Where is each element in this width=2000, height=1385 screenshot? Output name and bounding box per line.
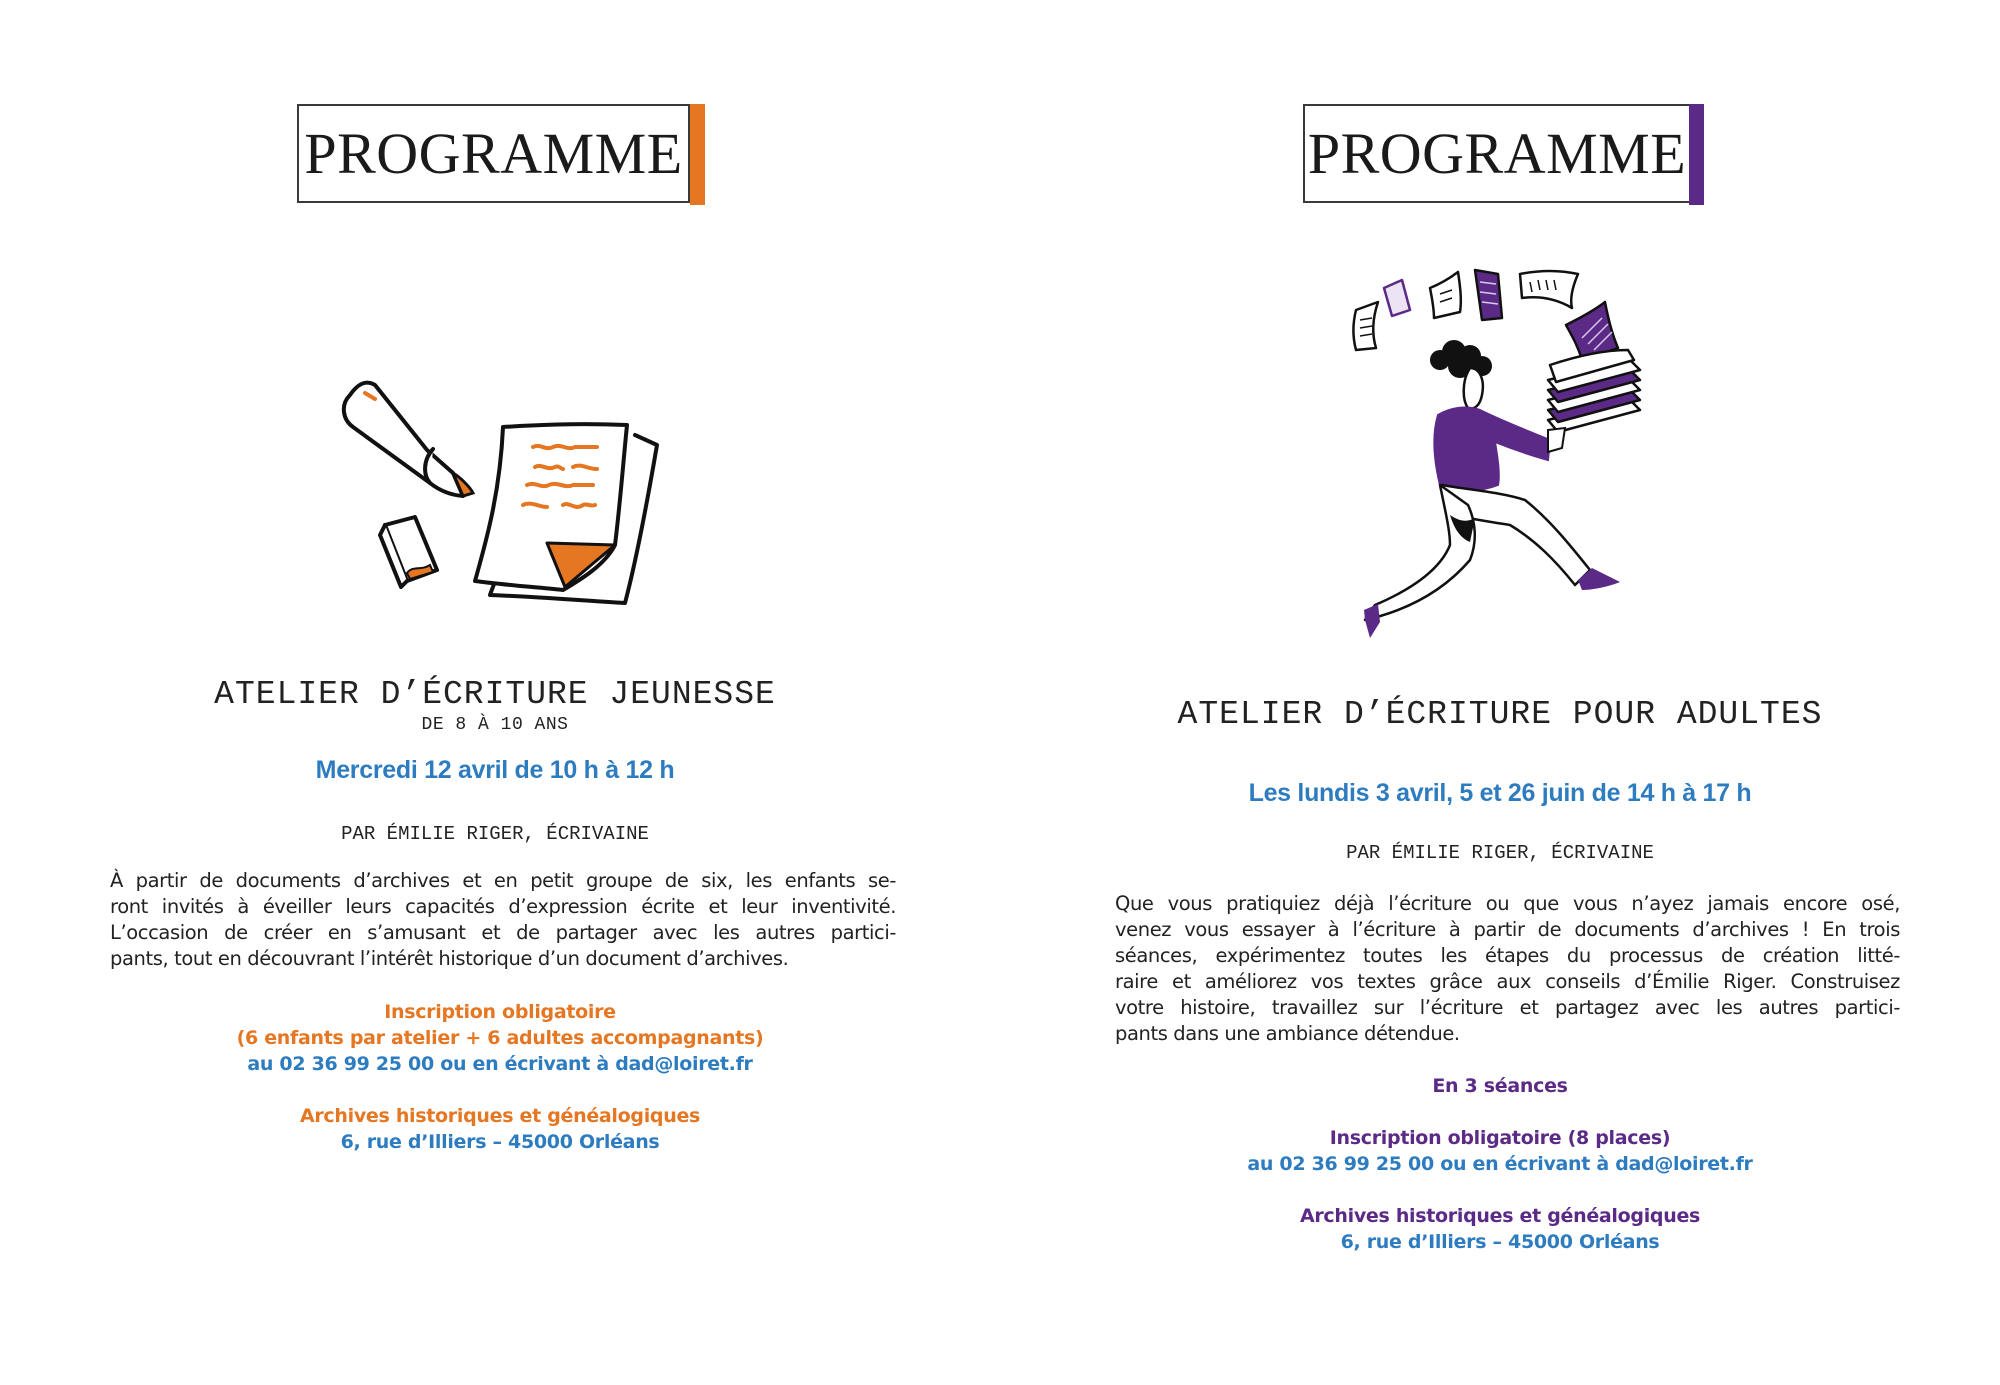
registration-capacity: (6 enfants par atelier + 6 adultes accompagnants) xyxy=(236,1027,764,1049)
legs xyxy=(1365,485,1590,620)
hair xyxy=(1430,340,1492,378)
workshop-byline: PAR ÉMILIE RIGER, ÉCRIVAINE xyxy=(1346,842,1654,864)
registration-contact: au 02 36 99 25 00 ou en écrivant à dad@loiret.fr xyxy=(247,1053,753,1075)
session-count: En 3 séances xyxy=(1432,1075,1568,1097)
workshop-description xyxy=(110,868,896,972)
pen-paper-eraser-icon xyxy=(335,365,655,610)
accent-bar-orange xyxy=(690,104,705,205)
description-line: pants, tout en découvrant l’intérêt historique d’un document d’archives. xyxy=(110,947,789,970)
accent-bar-purple xyxy=(1689,104,1704,205)
registration-required: Inscription obligatoire (8 places) xyxy=(1329,1127,1671,1149)
venue-address: 6, rue d’Illiers – 45000 Orléans xyxy=(1340,1231,1660,1253)
description-line: L’occasion de créer en s’amusant et de partager avec les autres partici- xyxy=(110,921,896,944)
description-line: À partir de documents d’archives et en petit groupe de six, les enfants se- xyxy=(110,869,896,892)
venue-name: Archives historiques et généalogiques xyxy=(1299,1205,1701,1227)
programme-header-box xyxy=(297,104,690,203)
age-range: DE 8 À 10 ANS xyxy=(421,715,569,735)
flying-papers xyxy=(1353,270,1618,360)
programme-header-box xyxy=(1303,104,1691,203)
pen-body xyxy=(344,383,463,496)
description-line: votre histoire, travaillez sur l’écriture et partagez avec les autres partici- xyxy=(1115,996,1900,1019)
description-line: venez vous essayer à l’écriture à partir de documents d’archives ! En trois xyxy=(1115,918,1900,941)
description-line: Que vous pratiquiez déjà l’écriture ou que vous n’ayez jamais encore osé, xyxy=(1115,892,1900,915)
programme-heading: PROGRAMME xyxy=(1307,121,1687,186)
registration-required: Inscription obligatoire xyxy=(384,1001,616,1023)
person-running-with-papers-icon xyxy=(1350,260,1670,640)
workshop-title: ATELIER D’ÉCRITURE JEUNESSE xyxy=(214,676,776,713)
workshop-byline: PAR ÉMILIE RIGER, ÉCRIVAINE xyxy=(341,823,649,845)
workshop-date: Les lundis 3 avril, 5 et 26 juin de 14 h à 17 h xyxy=(1248,779,1752,807)
description-line: séances, expérimentez toutes les étapes du processus de création litté- xyxy=(1115,944,1900,967)
description-line: ront invités à éveiller leurs capacités d’expression écrite et leur inventivité. xyxy=(110,895,896,918)
description-line: raire et améliorez vos textes grâce aux conseils d’Émilie Riger. Construisez xyxy=(1115,970,1900,993)
programme-heading: PROGRAMME xyxy=(304,121,683,186)
description-line: pants dans une ambiance détendue. xyxy=(1115,1022,1460,1045)
workshop-date: Mercredi 12 avril de 10 h à 12 h xyxy=(315,756,675,784)
workshop-title: ATELIER D’ÉCRITURE POUR ADULTES xyxy=(1177,696,1823,733)
workshop-description xyxy=(1115,891,1900,1047)
venue-address: 6, rue d’Illiers – 45000 Orléans xyxy=(340,1131,660,1153)
registration-contact: au 02 36 99 25 00 ou en écrivant à dad@loiret.fr xyxy=(1247,1153,1753,1175)
paper-stack xyxy=(1548,350,1640,432)
venue-name: Archives historiques et généalogiques xyxy=(299,1105,701,1127)
